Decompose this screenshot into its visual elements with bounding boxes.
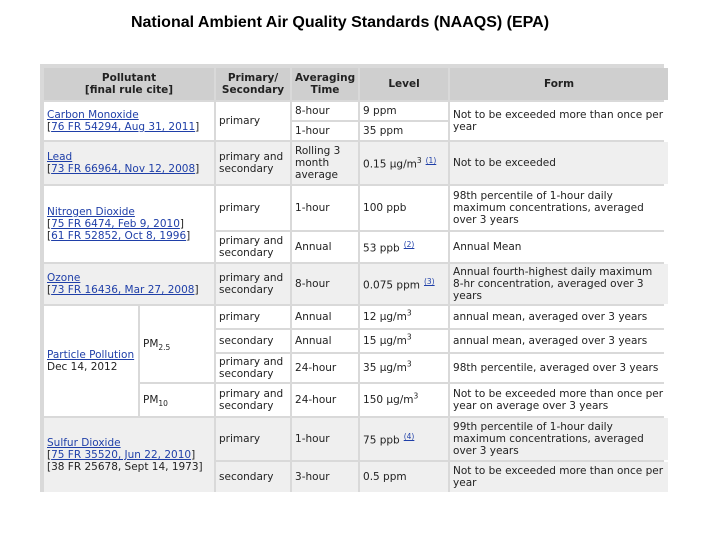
so2-footnote-link[interactable]: (4) — [403, 432, 415, 442]
ozone-primary-secondary: primary and secondary — [216, 264, 290, 304]
pm-form-4: Not to be exceeded more than once per year on average over 3 years — [450, 384, 668, 416]
naaqs-table — [42, 66, 670, 494]
co-averaging-1hr: 1-hour — [292, 122, 358, 140]
no2-averaging-2: Annual — [292, 232, 358, 262]
table-row — [44, 142, 668, 184]
pm-averaging-2: Annual — [292, 330, 358, 352]
no2-footnote-link[interactable]: (2) — [403, 240, 415, 250]
header-averaging-time: Averaging Time — [292, 68, 358, 100]
lead-footnote-link[interactable]: (1) — [425, 156, 437, 166]
table-row — [44, 418, 668, 460]
ozone-form: Annual fourth-highest daily maximum 8-hr concentration, averaged over 3 years — [450, 264, 668, 304]
nitrogen-dioxide-cite-link[interactable]: 75 FR 6474, Feb 9, 2010 — [51, 218, 180, 230]
so2-primary-secondary-2: secondary — [216, 462, 290, 492]
table-row — [44, 102, 668, 120]
sulfur-dioxide-link[interactable]: Sulfur Dioxide — [47, 437, 121, 449]
ozone-cite-link[interactable]: 73 FR 16436, Mar 27, 2008 — [51, 284, 195, 296]
pm-level-3: 35 $\mu g/m^3$ — [360, 354, 448, 382]
no2-primary-secondary-1: primary — [216, 186, 290, 230]
ozone-footnote-link[interactable]: (3) — [423, 277, 435, 287]
pm-level-4: 150 $\mu g/m^3$ — [360, 384, 448, 416]
nitrogen-dioxide-cite2-link[interactable]: 61 FR 52852, Oct 8, 1996 — [51, 230, 187, 242]
carbon-monoxide-cite-link[interactable]: 76 FR 54294, Aug 31, 2011 — [51, 121, 196, 133]
pollutant-sulfur-dioxide: Sulfur Dioxide [75 FR 35520, Jun 22, 2010] [38 FR 25678, Sept 14, 1973] — [44, 418, 214, 492]
pm-primary-secondary-3: primary and secondary — [216, 354, 290, 382]
no2-level-2: 53 ppb $^{(2)}$ — [360, 232, 448, 262]
pm-level-2: 15 $\mu g/m^3$ — [360, 330, 448, 352]
lead-form: Not to be exceeded — [450, 142, 668, 184]
sulfur-dioxide-cite-link[interactable]: 75 FR 35520, Jun 22, 2010 — [51, 449, 192, 461]
header-level: Level — [360, 68, 448, 100]
ozone-link[interactable]: Ozone — [47, 272, 81, 284]
pm-form-2: annual mean, averaged over 3 years — [450, 330, 668, 352]
pm-form-1: annual mean, averaged over 3 years — [450, 306, 668, 328]
so2-form-1: 99th percentile of 1-hour daily maximum concentrations, averaged over 3 years — [450, 418, 668, 460]
lead-averaging: Rolling 3 month average — [292, 142, 358, 184]
pm-averaging-1: Annual — [292, 306, 358, 328]
co-form: Not to be exceeded more than once per year — [450, 102, 668, 140]
no2-form-2: Annual Mean — [450, 232, 668, 262]
pm10-label: $PM_{10}$ — [140, 384, 214, 416]
pollutant-particle-pollution — [44, 306, 138, 416]
header-pollutant: Pollutant [final rule cite] — [44, 68, 214, 100]
pm-form-3: 98th percentile, averaged over 3 years — [450, 354, 668, 382]
so2-form-2: Not to be exceeded more than once per year — [450, 462, 668, 492]
lead-link[interactable]: Lead — [47, 151, 73, 163]
ozone-averaging: 8-hour — [292, 264, 358, 304]
table-row — [44, 306, 668, 328]
so2-level-2: 0.5 ppm — [360, 462, 448, 492]
pollutant-nitrogen-dioxide: Nitrogen Dioxide [75 FR 6474, Feb 9, 2010] [61 FR 52852, Oct 8, 1996] — [44, 186, 214, 262]
table-row — [44, 264, 668, 304]
pm-averaging-4: 24-hour — [292, 384, 358, 416]
naaqs-table-frame — [40, 64, 664, 492]
ozone-level: 0.075 ppm $^{(3)}$ — [360, 264, 448, 304]
no2-primary-secondary-2: primary and secondary — [216, 232, 290, 262]
table-row — [44, 186, 668, 230]
pollutant-ozone: Ozone [73 FR 16436, Mar 27, 2008] — [44, 264, 214, 304]
co-averaging-8hr: 8-hour — [292, 102, 358, 120]
header-form: Form — [450, 68, 668, 100]
pollutant-lead: Lead [73 FR 66964, Nov 12, 2008] — [44, 142, 214, 184]
pm-primary-secondary-2: secondary — [216, 330, 290, 352]
lead-cite-link[interactable]: 73 FR 66964, Nov 12, 2008 — [51, 163, 196, 175]
pm25-label: $PM_{2.5}$ — [140, 306, 214, 382]
header-primary-secondary: Primary/ Secondary — [216, 68, 290, 100]
pm-primary-secondary-1: primary — [216, 306, 290, 328]
no2-level-1: 100 ppb — [360, 186, 448, 230]
particle-pollution-date: Dec 14, 2012 — [47, 361, 118, 373]
so2-primary-secondary-1: primary — [216, 418, 290, 460]
co-primary-secondary: primary — [216, 102, 290, 140]
pollutant-carbon-monoxide: Carbon Monoxide [76 FR 54294, Aug 31, 2011] — [44, 102, 214, 140]
lead-level: 0.15 $\mu g/m^3$ $^{(1)}$ — [360, 142, 448, 184]
page-title: National Ambient Air Quality Standards (NAAQS) (EPA) — [130, 14, 550, 31]
co-level-8hr: 9 ppm — [360, 102, 448, 120]
so2-level-1: 75 ppb $^{(4)}$ — [360, 418, 448, 460]
no2-averaging-1: 1-hour — [292, 186, 358, 230]
particle-pollution-link[interactable]: Particle Pollution — [47, 349, 135, 361]
pm-primary-secondary-4: primary and secondary — [216, 384, 290, 416]
so2-averaging-1: 1-hour — [292, 418, 358, 460]
co-level-1hr: 35 ppm — [360, 122, 448, 140]
no2-form-1: 98th percentile of 1-hour daily maximum concentrations, averaged over 3 years — [450, 186, 668, 230]
carbon-monoxide-link[interactable]: Carbon Monoxide — [47, 109, 139, 121]
nitrogen-dioxide-link[interactable]: Nitrogen Dioxide — [47, 206, 135, 218]
so2-averaging-2: 3-hour — [292, 462, 358, 492]
pm-level-1: 12 $\mu g/m^3$ — [360, 306, 448, 328]
lead-primary-secondary: primary and secondary — [216, 142, 290, 184]
sulfur-dioxide-cite2: [38 FR 25678, Sept 14, 1973] — [47, 461, 203, 473]
table-header-row — [44, 68, 668, 100]
pm-averaging-3: 24-hour — [292, 354, 358, 382]
